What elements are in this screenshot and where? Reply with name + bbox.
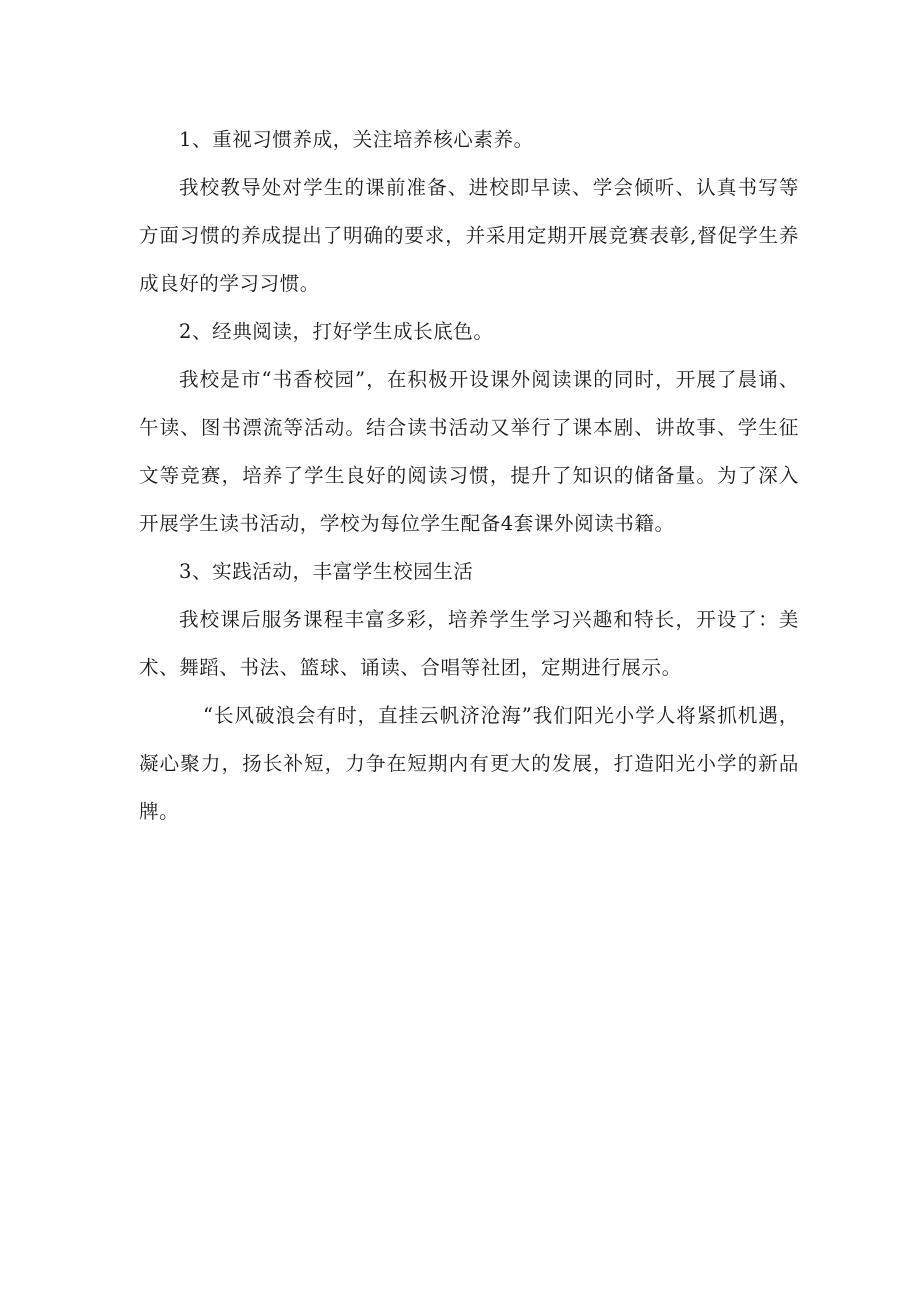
section-heading-3: 3、实践活动，丰富学生校园生活 [179, 560, 474, 583]
section-body-3: 我校课后服务课程丰富多彩，培养学生学习兴趣和特长，开设了：美术、舞蹈、书法、篮球、诵读、合唱等社团，定期进行展示。 [139, 608, 799, 679]
section-heading-2: 2、经典阅读，打好学生成长底色。 [179, 320, 494, 343]
section-heading-1: 1、重视习惯养成，关注培养核心素养。 [179, 128, 534, 151]
closing-paragraph: “长风破浪会有时，直挂云帆济沧海”我们阳光小学人将紧抓机遇，凝心聚力，扬长补短，力争在短期内有更大的发展，打造阳光小学的新品牌。 [139, 704, 799, 823]
document-body [139, 116, 799, 836]
section-body-1: 我校教导处对学生的课前准备、进校即早读、学会倾听、认真书写等方面习惯的养成提出了明确的要求，并采用定期开展竞赛表彰,督促学生养成良好的学习习惯。 [139, 176, 799, 295]
section-body-2: 我校是市“书香校园”，在积极开设课外阅读课的同时，开展了晨诵、午读、图书漂流等活动。结合读书活动又举行了课本剧、讲故事、学生征文等竞赛，培养了学生良好的阅读习惯，提升了知识的储备量。为了深入开展学生读书活动，学校为每位学生配备4套课外阅读书籍。 [139, 368, 799, 535]
